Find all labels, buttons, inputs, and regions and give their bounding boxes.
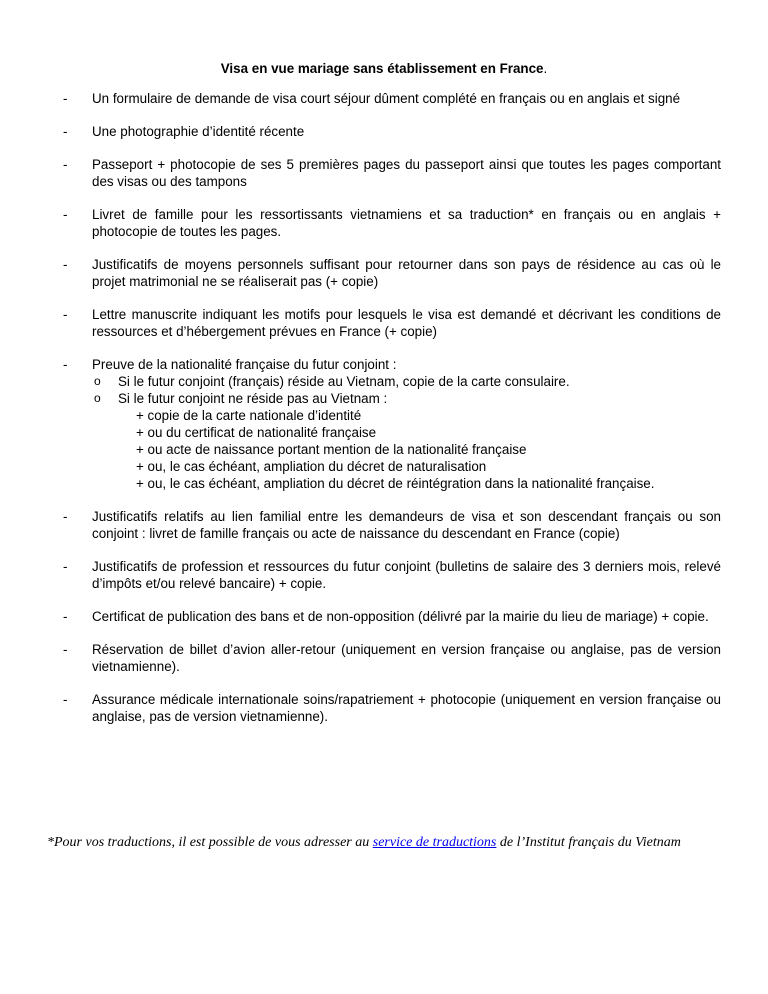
list-item-text: Une photographie d’identité récente [92, 124, 305, 139]
list-item [0, 608, 768, 625]
nationality-sublist [92, 373, 721, 407]
nationality-option: + copie de la carte nationale d’identité [136, 408, 362, 423]
list-item [0, 256, 768, 290]
list-item [0, 306, 768, 340]
translation-service-link[interactable]: service de traductions [372, 835, 497, 850]
nationality-option: + ou, le cas échéant, ampliation du décret de réintégration dans la nationalité française. [136, 476, 655, 491]
footnote-text-after: de l’Institut français du Vietnam [496, 835, 681, 850]
nationality-option: + ou acte de naissance portant mention de la nationalité française [136, 442, 527, 457]
footnote [47, 834, 721, 852]
dash-marker: - [63, 609, 68, 624]
list-item [0, 156, 768, 190]
dash-marker: - [63, 509, 68, 524]
dash-marker: - [63, 257, 68, 272]
list-item-text: Livret de famille pour les ressortissants vietnamiens et sa traduction* en français ou en anglais + photocopie de toutes les pages. [92, 207, 721, 239]
page-title-suffix: . [543, 61, 548, 76]
nationality-subitem-resident [92, 373, 721, 390]
dash-marker: - [63, 91, 68, 106]
dash-marker: - [63, 307, 68, 322]
subitem-text: Si le futur conjoint (français) réside au Vietnam, copie de la carte consulaire. [118, 374, 570, 389]
circle-bullet-icon: o [94, 391, 101, 405]
footnote-text-before: *Pour vos traductions, il est possible de vous adresser au [47, 835, 373, 850]
circle-bullet-icon: o [94, 374, 101, 388]
list-item [0, 508, 768, 542]
list-item [0, 558, 768, 592]
dash-marker: - [63, 207, 68, 222]
list-item [0, 641, 768, 675]
requirements-list [0, 90, 768, 741]
list-item [0, 90, 768, 107]
dash-marker: - [63, 124, 68, 139]
list-item-text: Réservation de billet d’avion aller-retour (uniquement en version française ou anglaise, pas de version vietnamienne). [92, 642, 721, 674]
list-item-text: Certificat de publication des bans et de non-opposition (délivré par la mairie du lieu de mariage) + copie. [92, 609, 709, 624]
dash-marker: - [63, 357, 68, 372]
list-item-text: Lettre manuscrite indiquant les motifs pour lesquels le visa est demandé et décrivant les conditions de ressources et d’hébergement prévues en France (+ copie) [92, 307, 721, 339]
subitem-text: Si le futur conjoint ne réside pas au Vietnam : [118, 391, 388, 406]
page-title-bold: Visa en vue mariage sans établissement en France [220, 61, 544, 76]
dash-marker: - [63, 157, 68, 172]
nationality-options [92, 407, 721, 492]
list-item-text: Justificatifs de profession et ressources du futur conjoint (bulletins de salaire des 3 derniers mois, relevé d’impôts et/ou relevé bancaire) + copie. [92, 559, 721, 591]
list-item [0, 206, 768, 240]
dash-marker: - [63, 692, 68, 707]
nationality-subitem-nonresident [92, 390, 721, 407]
nationality-option: + ou, le cas échéant, ampliation du décret de naturalisation [136, 459, 487, 474]
list-item-nationality [0, 356, 768, 492]
list-item-text: Assurance médicale internationale soins/rapatriement + photocopie (uniquement en version française ou anglaise, pas de version vietnamienne). [92, 692, 721, 724]
dash-marker: - [63, 559, 68, 574]
list-item-text: Justificatifs de moyens personnels suffisant pour retourner dans son pays de résidence au cas où le projet matrimonial ne se réaliserait pas (+ copie) [92, 257, 721, 289]
list-item-text: Un formulaire de demande de visa court séjour dûment complété en français ou en anglais et signé [92, 91, 681, 106]
list-item [0, 123, 768, 140]
list-item [0, 691, 768, 725]
dash-marker: - [63, 642, 68, 657]
list-item-text: Justificatifs relatifs au lien familial entre les demandeurs de visa et son descendant français ou son conjoint : livret de famille français ou acte de naissance du descendant en France (copie) [92, 509, 721, 541]
nationality-heading: Preuve de la nationalité française du futur conjoint : [92, 357, 397, 372]
page-title [0, 60, 768, 78]
nationality-option: + ou du certificat de nationalité française [136, 425, 377, 440]
list-item-text: Passeport + photocopie de ses 5 premières pages du passeport ainsi que toutes les pages comportant des visas ou des tampons [92, 157, 721, 189]
